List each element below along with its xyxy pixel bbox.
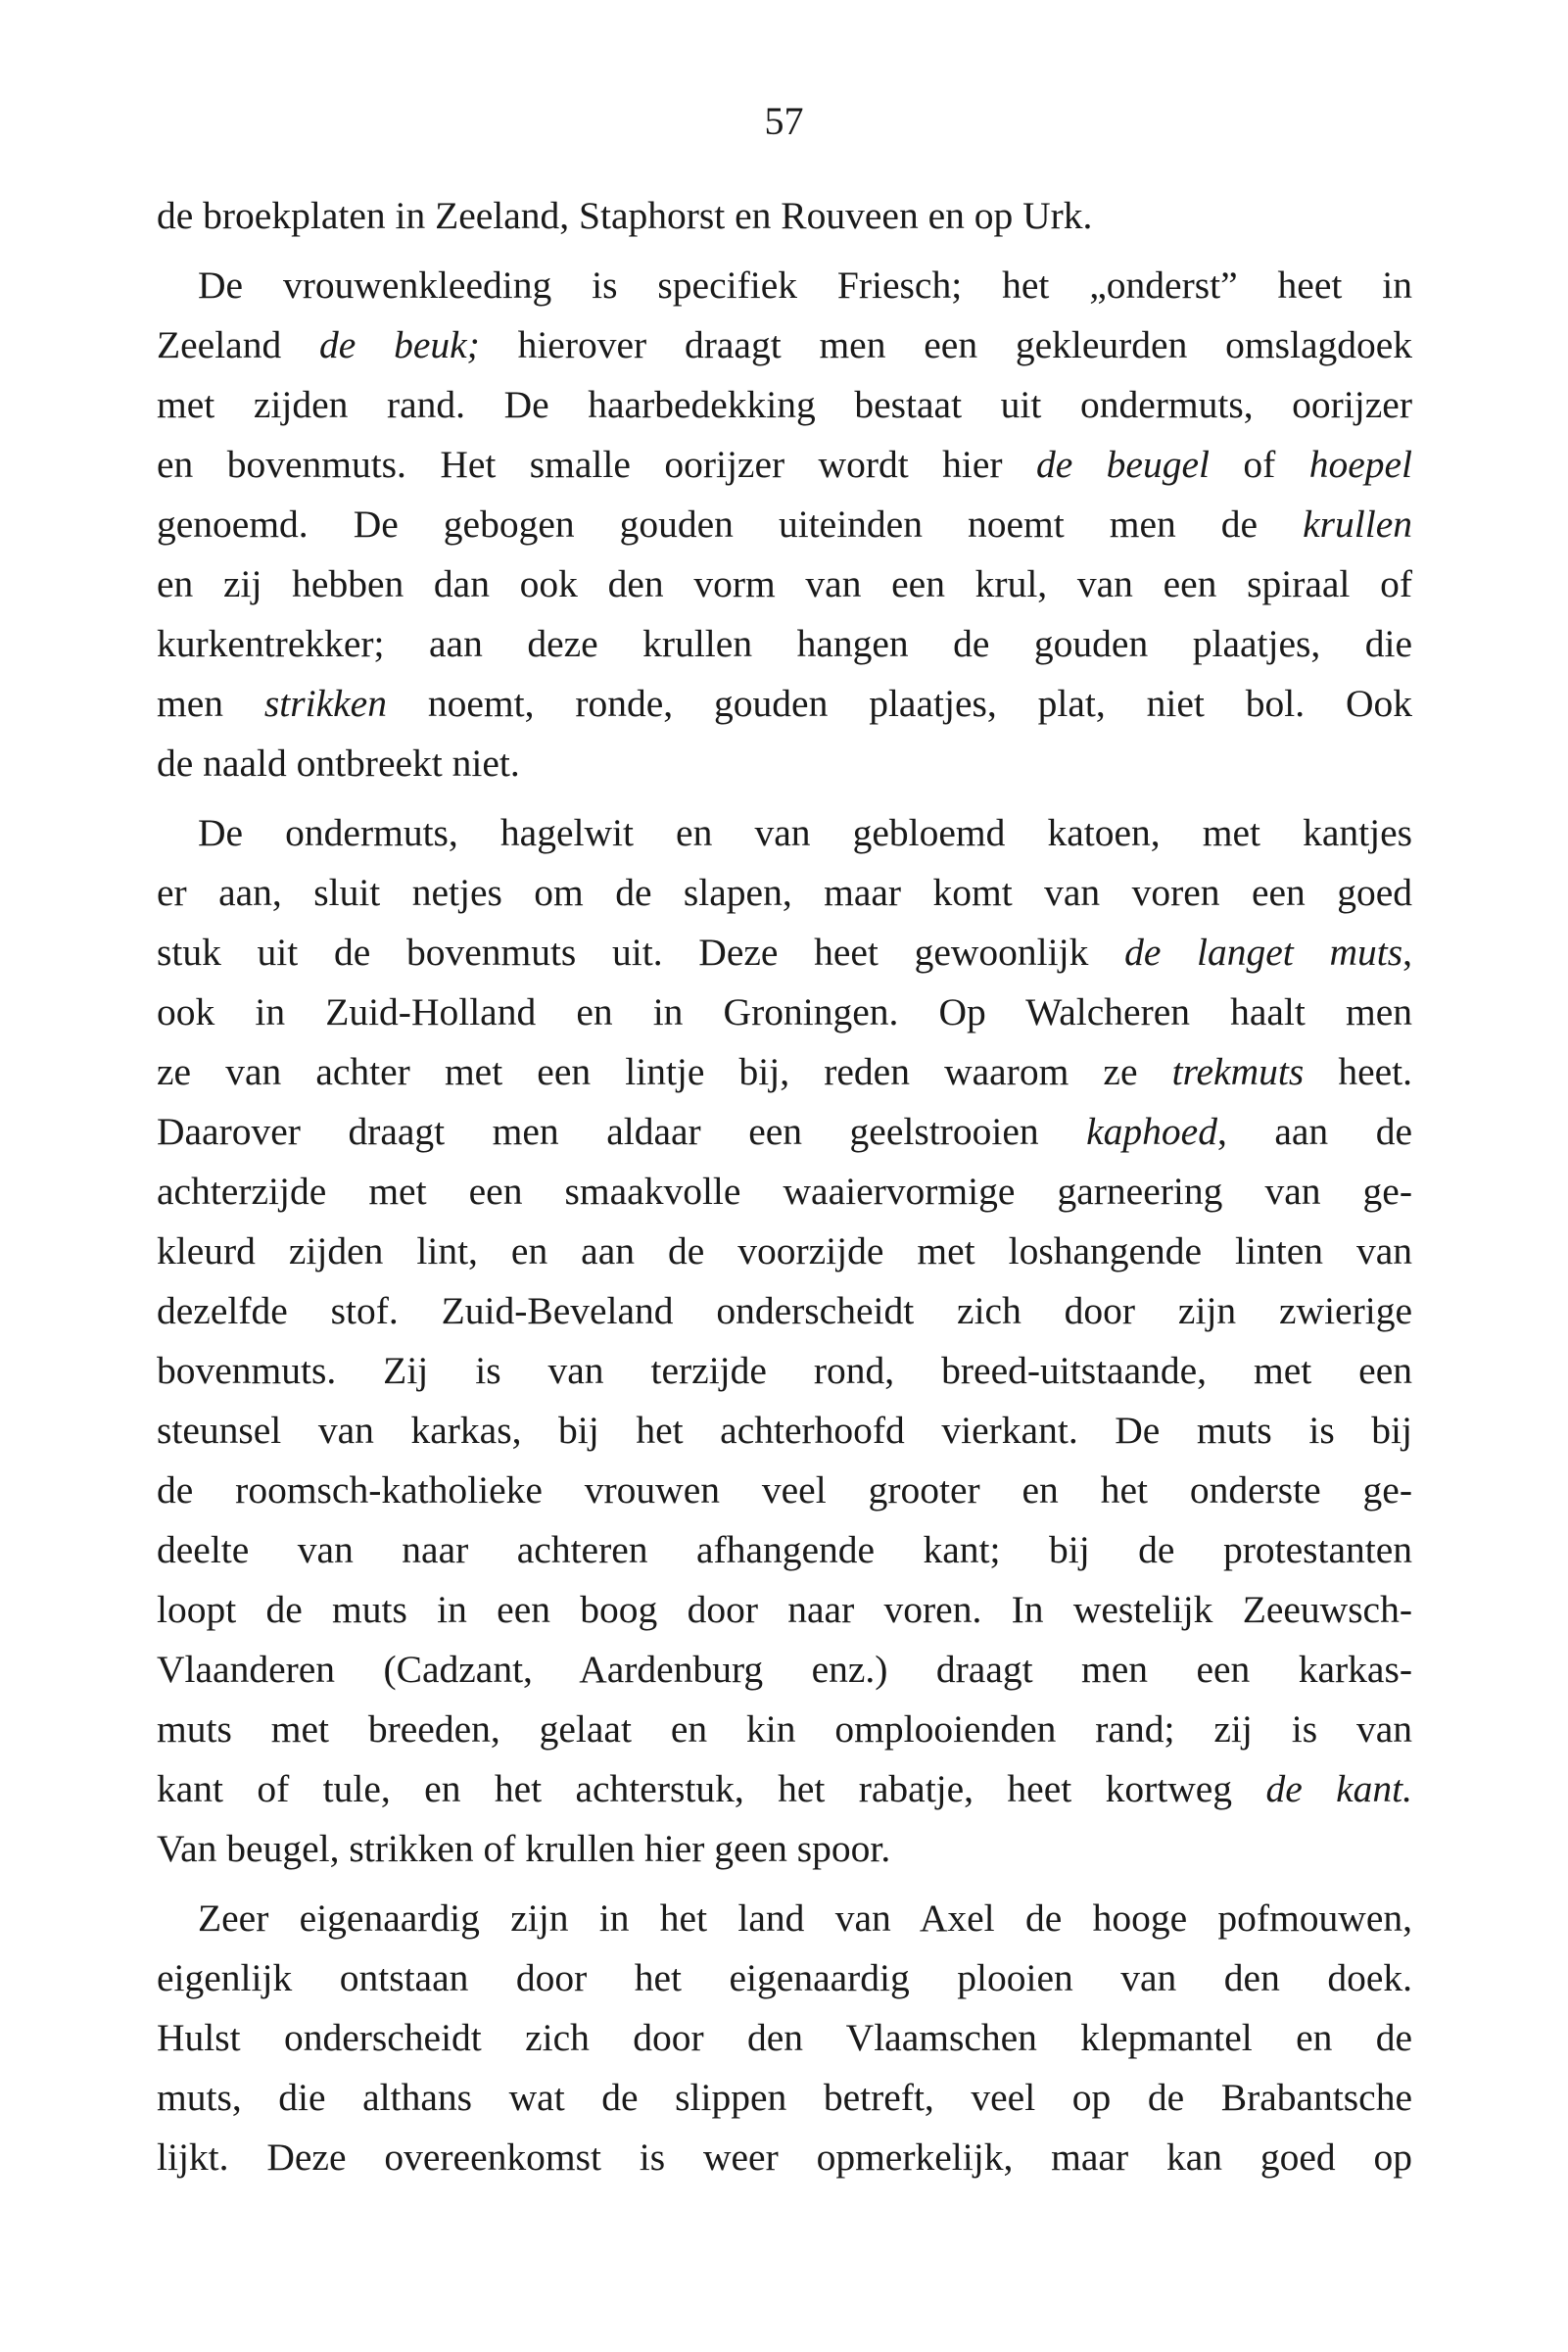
text-line bbox=[157, 1401, 1412, 1461]
text-run: , bbox=[1402, 931, 1412, 974]
text-run: ook in Zuid-Holland en in Groningen. Op Walcheren haalt men bbox=[157, 990, 1412, 1033]
text-run: ze van achter met een lintje bij, reden waarom ze bbox=[157, 1050, 1172, 1093]
text-line bbox=[157, 186, 1412, 246]
text-line bbox=[157, 863, 1412, 923]
text-run: dezelfde stof. Zuid-Beveland onderscheidt zich door zijn zwierige bbox=[157, 1289, 1412, 1332]
text-line bbox=[157, 2128, 1412, 2187]
text-run: achterzijde met een smaakvolle waaiervormige garneering van ge- bbox=[157, 1170, 1412, 1213]
text-line bbox=[157, 734, 1412, 793]
text-line bbox=[157, 315, 1412, 375]
text-run: De ondermuts, hagelwit en van gebloemd katoen, met kantjes bbox=[198, 811, 1412, 854]
paragraph bbox=[157, 803, 1412, 1879]
text-run: steunsel van karkas, bij het achterhoofd vierkant. De muts is bij bbox=[157, 1409, 1412, 1452]
paragraph bbox=[157, 256, 1412, 793]
text-line bbox=[157, 614, 1412, 674]
text-line bbox=[157, 1640, 1412, 1700]
text-line bbox=[157, 1759, 1412, 1819]
text-line bbox=[157, 1341, 1412, 1401]
text-run: muts met breeden, gelaat en kin omplooienden rand; zij is van bbox=[157, 1707, 1412, 1751]
text-run: met zijden rand. De haarbedekking bestaat uit ondermuts, oorijzer bbox=[157, 383, 1412, 426]
text-run: hierover draagt men een gekleurden omslagdoek bbox=[479, 323, 1413, 366]
italic-term: strikken bbox=[263, 682, 387, 725]
text-run: de broekplaten in Zeeland, Staphorst en Rouveen en op Urk. bbox=[157, 194, 1093, 237]
text-line bbox=[157, 256, 1412, 315]
italic-term: de kant. bbox=[1265, 1767, 1412, 1810]
text-run: en bovenmuts. Het smalle oorijzer wordt hier bbox=[157, 443, 1036, 486]
italic-term: trekmuts bbox=[1171, 1050, 1305, 1093]
text-line bbox=[157, 1700, 1412, 1759]
text-line bbox=[157, 375, 1412, 435]
text-run: De vrouwenkleeding is specifiek Friesch; het „onderst” heet in bbox=[198, 264, 1412, 307]
text-run: Van beugel, strikken of krullen hier geen spoor. bbox=[157, 1827, 891, 1870]
text-line bbox=[157, 1281, 1412, 1341]
text-run: de naald ontbreekt niet. bbox=[157, 742, 520, 785]
text-run: loopt de muts in een boog door naar voren. In westelijk Zeeuwsch- bbox=[157, 1588, 1412, 1631]
text-run: kleurd zijden lint, en aan de voorzijde met loshangende linten van bbox=[157, 1229, 1412, 1272]
text-run: de roomsch-katholieke vrouwen veel grooter en het onderste ge- bbox=[157, 1468, 1412, 1512]
text-line bbox=[157, 1889, 1412, 1948]
text-run: Zeeland bbox=[157, 323, 319, 366]
text-run: men bbox=[157, 682, 264, 725]
italic-term: de langet muts bbox=[1124, 931, 1403, 974]
text-line bbox=[157, 554, 1412, 614]
paragraph bbox=[157, 186, 1412, 246]
text-run: bovenmuts. Zij is van terzijde rond, breed-uitstaande, met een bbox=[157, 1349, 1412, 1392]
text-line bbox=[157, 1948, 1412, 2008]
body-text bbox=[157, 186, 1412, 2187]
text-line bbox=[157, 674, 1412, 734]
text-run: kant of tule, en het achterstuk, het rabatje, heet kortweg bbox=[157, 1767, 1266, 1810]
italic-term: de beuk; bbox=[319, 323, 480, 366]
text-run: muts, die althans wat de slippen betreft, veel op de Brabantsche bbox=[157, 2076, 1412, 2119]
text-line bbox=[157, 1042, 1412, 1102]
text-run: Zeer eigenaardig zijn in het land van Axel de hooge pofmouwen, bbox=[198, 1896, 1412, 1940]
text-line bbox=[157, 1580, 1412, 1640]
text-line bbox=[157, 1819, 1412, 1879]
text-line bbox=[157, 435, 1412, 495]
text-run: Hulst onderscheidt zich door den Vlaamschen klepmantel en de bbox=[157, 2016, 1412, 2059]
text-run: eigenlijk ontstaan door het eigenaardig plooien van den doek. bbox=[157, 1956, 1412, 1999]
text-run: heet. bbox=[1304, 1050, 1412, 1093]
text-line bbox=[157, 495, 1412, 554]
italic-term: hoepel bbox=[1308, 443, 1413, 486]
text-line bbox=[157, 2068, 1412, 2128]
text-line bbox=[157, 2008, 1412, 2068]
text-run: lijkt. Deze overeenkomst is weer opmerkelijk, maar kan goed op bbox=[157, 2136, 1412, 2179]
page-number: 57 bbox=[764, 99, 804, 143]
text-run: Vlaanderen (Cadzant, Aardenburg enz.) draagt men een karkas- bbox=[157, 1648, 1412, 1691]
text-line bbox=[157, 983, 1412, 1042]
text-run: noemt, ronde, gouden plaatjes, plat, niet bol. Ook bbox=[386, 682, 1412, 725]
text-run: er aan, sluit netjes om de slapen, maar komt van voren een goed bbox=[157, 871, 1412, 914]
text-run: en zij hebben dan ook den vorm van een krul, van een spiraal of bbox=[157, 562, 1412, 605]
text-line bbox=[157, 1102, 1412, 1162]
italic-term: de beugel bbox=[1035, 443, 1210, 486]
text-run: of bbox=[1209, 443, 1309, 486]
text-run: Daarover draagt men aldaar een geelstrooien bbox=[157, 1110, 1087, 1153]
text-line bbox=[157, 1461, 1412, 1520]
text-run: genoemd. De gebogen gouden uiteinden noemt men de bbox=[157, 503, 1304, 546]
text-line bbox=[157, 1162, 1412, 1222]
text-run: , aan de bbox=[1216, 1110, 1412, 1153]
paragraph bbox=[157, 1889, 1412, 2187]
text-line bbox=[157, 923, 1412, 983]
text-line bbox=[157, 1222, 1412, 1281]
text-run: stuk uit de bovenmuts uit. Deze heet gewoonlijk bbox=[157, 931, 1125, 974]
italic-term: krullen bbox=[1303, 503, 1412, 546]
text-run: kurkentrekker; aan deze krullen hangen de gouden plaatjes, die bbox=[157, 622, 1412, 665]
text-line bbox=[157, 1520, 1412, 1580]
text-line bbox=[157, 803, 1412, 863]
text-run: deelte van naar achteren afhangende kant; bij de protestanten bbox=[157, 1528, 1412, 1571]
italic-term: kaphoed bbox=[1086, 1110, 1217, 1153]
